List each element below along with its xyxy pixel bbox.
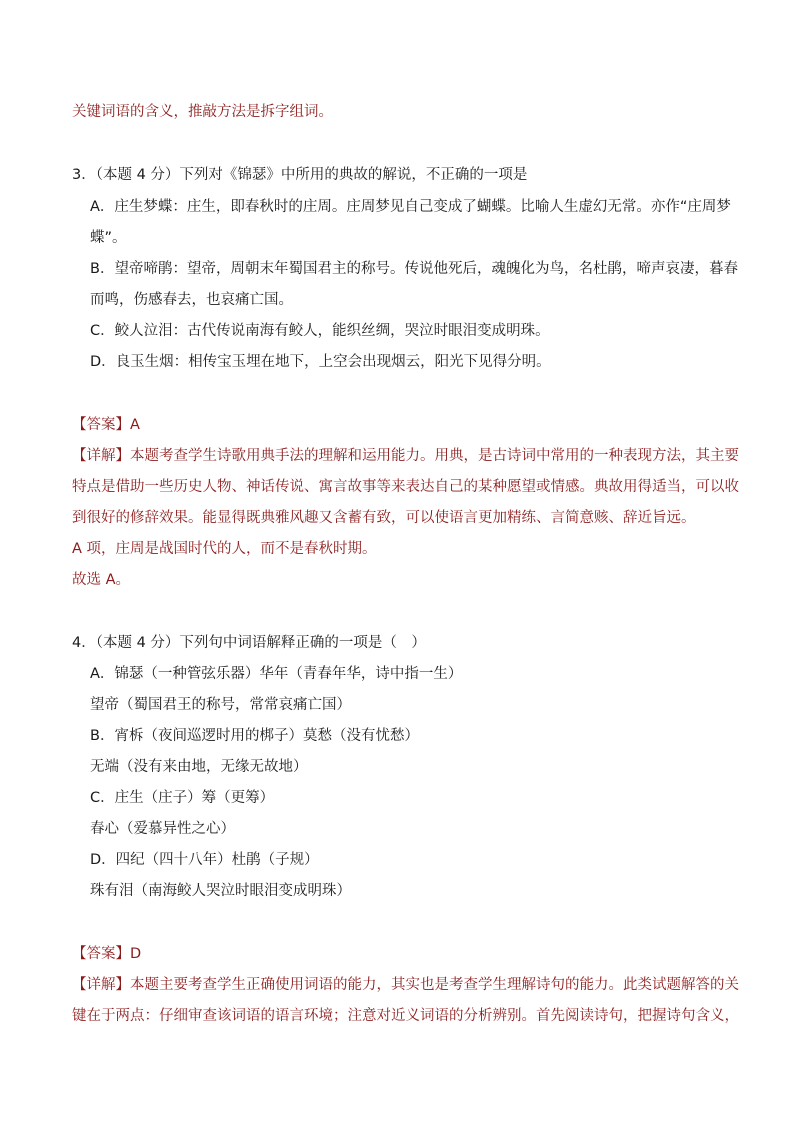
- q4-option-a-line2: 望帝（蜀国君王的称号，常常哀痛亡国）: [90, 697, 351, 713]
- q4-answer-label: 【答案】: [72, 946, 130, 962]
- continuation-text: 关键词语的含义，推敲方法是拆字组词。: [72, 104, 333, 120]
- q3-answer: [72, 415, 140, 435]
- q3-option-b-line1: B．望帝啼鹃：望帝，周朝末年蜀国君主的称号。传说他死后，魂魄化为鸟，名杜鹃，啼声哀凄，暮春: [90, 261, 738, 277]
- q3-answer-value: A: [130, 417, 140, 433]
- q3-option-a-line1: A．庄生梦蝶：庄生，即春秋时的庄周。庄周梦见自己变成了蝴蝶。比喻人生虚幻无常。亦作“庄周梦: [90, 199, 731, 215]
- q4-stem: 4．（本题 4 分）下列句中词语解释正确的一项是（ ）: [72, 635, 426, 651]
- q3-option-b-line2: 而鸣，伤感春去，也哀痛亡国。: [90, 292, 293, 308]
- q3-conclusion: 故选 A。: [72, 572, 131, 588]
- q3-detail-text1: 本题考查学生诗歌用典手法的理解和运用能力。用典，是古诗词中常用的一种表现方法，其主要: [130, 448, 739, 464]
- q3-stem: 3．（本题 4 分）下列对《锦瑟》中所用的典故的解说，不正确的一项是: [72, 167, 528, 183]
- q4-detail-line2: 键在于两点：仔细审查该词语的语言环境；注意对近义词语的分析辨别。首先阅读诗句，把握诗句含义，: [72, 1008, 739, 1024]
- q3-answer-label: 【答案】: [72, 417, 130, 433]
- q3-option-a-line2: 蝶”。: [90, 230, 127, 246]
- q3-detail-line1: [72, 446, 739, 466]
- q4-option-d-line1: D．四纪（四十八年）杜鹃（子规）: [90, 852, 319, 868]
- q3-detail-line4: A 项，庄周是战国时代的人，而不是春秋时期。: [72, 541, 377, 557]
- q3-detail-line2: 特点是借助一些历史人物、神话传说、寓言故事等来表达自己的某种愿望或情感。典故用得适当，可以收: [72, 479, 739, 495]
- q4-detail-label: 【详解】: [72, 977, 130, 993]
- q4-option-c-line2: 春心（爱慕异性之心）: [90, 821, 235, 837]
- q3-detail-line3: 到很好的修辞效果。能显得既典雅风趣又含蓄有致，可以使语言更加精练、言简意赅、辞近旨远。: [72, 510, 696, 526]
- q4-option-b-line1: B．宵柝（夜间巡逻时用的梆子）莫愁（没有忧愁）: [90, 728, 419, 744]
- q3-option-d: D．良玉生烟：相传宝玉埋在地下，上空会出现烟云，阳光下见得分明。: [90, 354, 551, 370]
- q4-detail-line1: [72, 975, 739, 995]
- q4-answer: [72, 944, 141, 964]
- q4-answer-value: D: [130, 946, 142, 962]
- q3-option-c: C．鲛人泣泪：古代传说南海有鲛人，能织丝绸，哭泣时眼泪变成明珠。: [90, 323, 550, 339]
- q4-option-a-line1: A．锦瑟（一种管弦乐器）华年（青春年华，诗中指一生）: [90, 666, 463, 682]
- q4-option-c-line1: C．庄生（庄子）筹（更筹）: [90, 790, 275, 806]
- q4-option-d-line2: 珠有泪（南海鲛人哭泣时眼泪变成明珠）: [90, 883, 351, 899]
- q4-option-b-line2: 无端（没有来由地，无缘无故地）: [90, 759, 308, 775]
- q3-detail-label: 【详解】: [72, 448, 130, 464]
- q4-detail-text1: 本题主要考查学生正确使用词语的能力，其实也是考查学生理解诗句的能力。此类试题解答的关: [130, 977, 739, 993]
